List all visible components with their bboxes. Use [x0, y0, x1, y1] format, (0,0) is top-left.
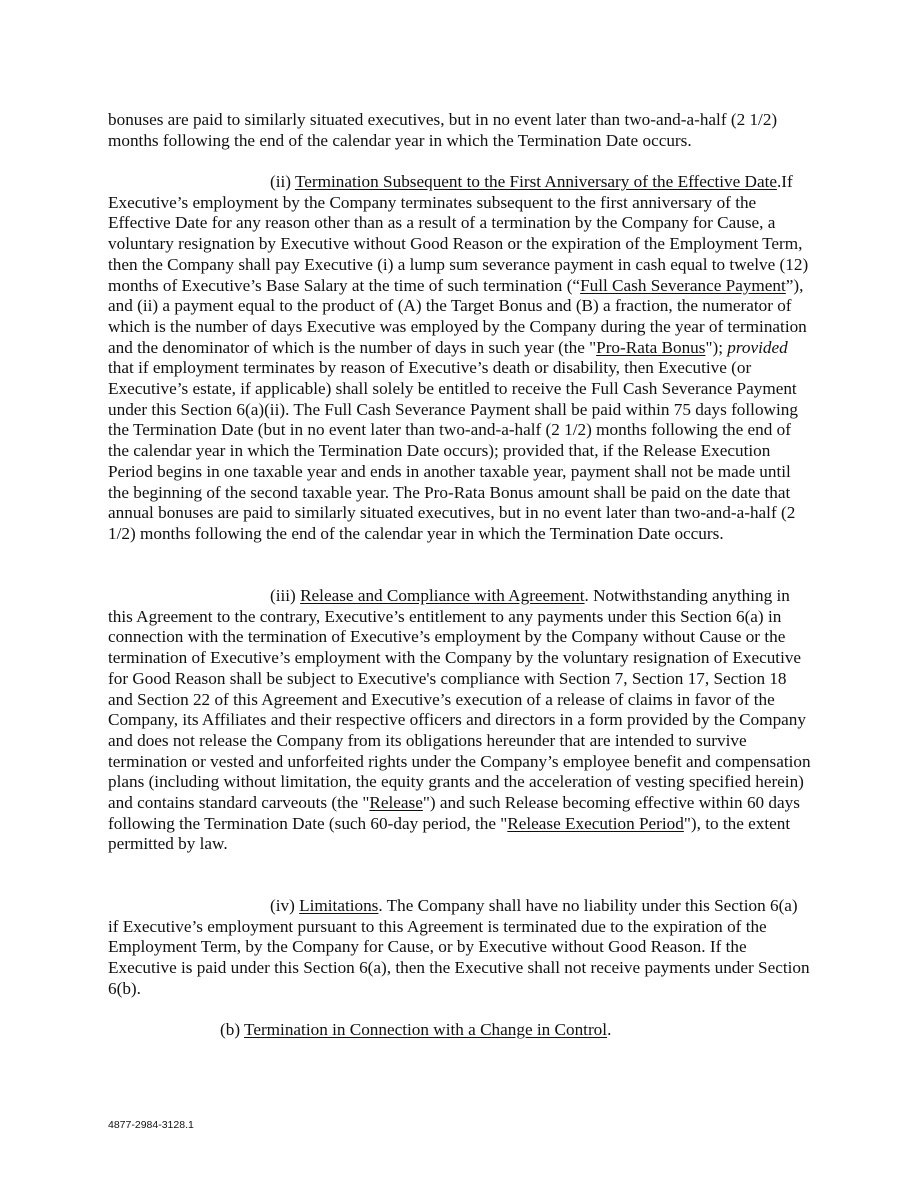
section-ii-heading-period: . — [776, 172, 782, 191]
defined-term-pro-rata-bonus: Pro-Rata Bonus — [596, 337, 706, 357]
section-iii-body-3: "), to the extent permitted by law. — [108, 813, 791, 854]
section-iv — [108, 896, 812, 1000]
defined-term-release-execution-period: Release Execution Period — [507, 813, 684, 833]
section-iv-number: (iv) — [270, 896, 300, 915]
section-iv-heading: Limitations — [299, 896, 379, 915]
defined-term-release: Release — [369, 793, 423, 813]
section-ii-body-2: ”), and (ii) a payment equal to the product of (A) the Target Bonus and (B) a fraction, the numerator of which is the number of days Executive was employed by the Company during the year of termination and the denominator of which is the number of days in such year (the " — [108, 275, 807, 357]
section-iii-body-1: . Notwithstanding anything in this Agreement to the contrary, Executive’s entitlement to any payments under this Section 6(a) in connection with the termination of Executive’s employment by the Company without Cause or the termination of Executive’s employment with the Company by the voluntary resignation of Executive for Good Reason shall be subject to Executive's compliance with Section 7, Section 17, Section 18 and Section 22 of this Agreement and Executive’s execution of a release of claims in favor of the Company, its Affiliates and their respective officers and directors in a form provided by the Company and does not release the Company from its obligations hereunder that are intended to survive termination or vested and unforfeited rights under the Company’s employee benefit and compensation plans (including without limitation, the equity grants and the acceleration of vesting specified herein) and contains standard carveouts (the " — [108, 586, 811, 813]
document-id-footer: 4877-2984-3128.1 — [108, 1119, 194, 1131]
section-b-title: Termination in Connection with a Change in Control — [244, 1020, 608, 1039]
provided-italic: provided — [727, 337, 788, 357]
section-iii-number: (iii) — [270, 586, 301, 605]
paragraph-continuation — [108, 110, 812, 151]
section-ii-heading: Termination Subsequent to the First Anniversary of the Effective Date — [294, 172, 777, 191]
section-iv-body: . The Company shall have no liability under this Section 6(a) if Executive’s employment pursuant to this Agreement is terminated due to the expiration of the Employment Term, by the Company for Cause, or by Executive without Good Reason. If the Executive is paid under this Section 6(a), then the Executive shall not receive payments under Section 6(b). — [108, 896, 810, 998]
section-ii — [108, 172, 812, 545]
section-b-period: . — [607, 1020, 612, 1039]
section-ii-body-3: "); — [705, 337, 728, 357]
section-iii-text — [108, 586, 812, 855]
section-ii-body-1: If Executive’s employment by the Company terminates subsequent to the first anniversary of the Effective Date for any reason other than as a result of a termination by the Company for Cause, a voluntary resignation by Executive without Good Reason or the expiration of the Employment Term, then the Company shall pay Executive (i) a lump sum severance payment in cash equal to twelve (12) months of Executive’s Base Salary at the time of such termination (“ — [108, 172, 809, 295]
section-b-number: (b) — [220, 1020, 245, 1039]
section-b-heading — [220, 1020, 611, 1041]
section-iii — [108, 586, 812, 855]
section-iii-heading: Release and Compliance with Agreement — [300, 586, 585, 605]
defined-term-full-cash-severance: Full Cash Severance Payment — [580, 275, 786, 295]
section-ii-text — [108, 172, 812, 545]
section-ii-body-4: that if employment terminates by reason of Executive’s death or disability, then Executive (or Executive’s estate, if applicable) shall solely be entitled to receive the Full Cash Severance Payment under this Section 6(a)(ii). The Full Cash Severance Payment shall be paid within 75 days following the Termination Date (but in no event later than two-and-a-half (2 1/2) months following the end of the calendar year in which the Termination Date occurs); provided that, if the Release Execution Period begins in one taxable year and ends in another taxable year, payment shall not be made until the beginning of the second taxable year. The Pro-Rata Bonus amount shall be paid on the date that annual bonuses are paid to similarly situated executives, but in no event later than two-and-a-half (2 1/2) months following the end of the calendar year in which the Termination Date occurs. — [108, 358, 798, 543]
section-iv-text — [108, 896, 812, 1000]
paragraph-text: bonuses are paid to similarly situated executives, but in no event later than two-and-a-half (2 1/2) months following the end of the calendar year in which the Termination Date occurs. — [108, 110, 778, 150]
section-iii-body-2: ") and such Release becoming effective within 60 days following the Termination Date (such 60-day period, the " — [108, 793, 800, 833]
section-ii-number: (ii) — [270, 172, 295, 191]
